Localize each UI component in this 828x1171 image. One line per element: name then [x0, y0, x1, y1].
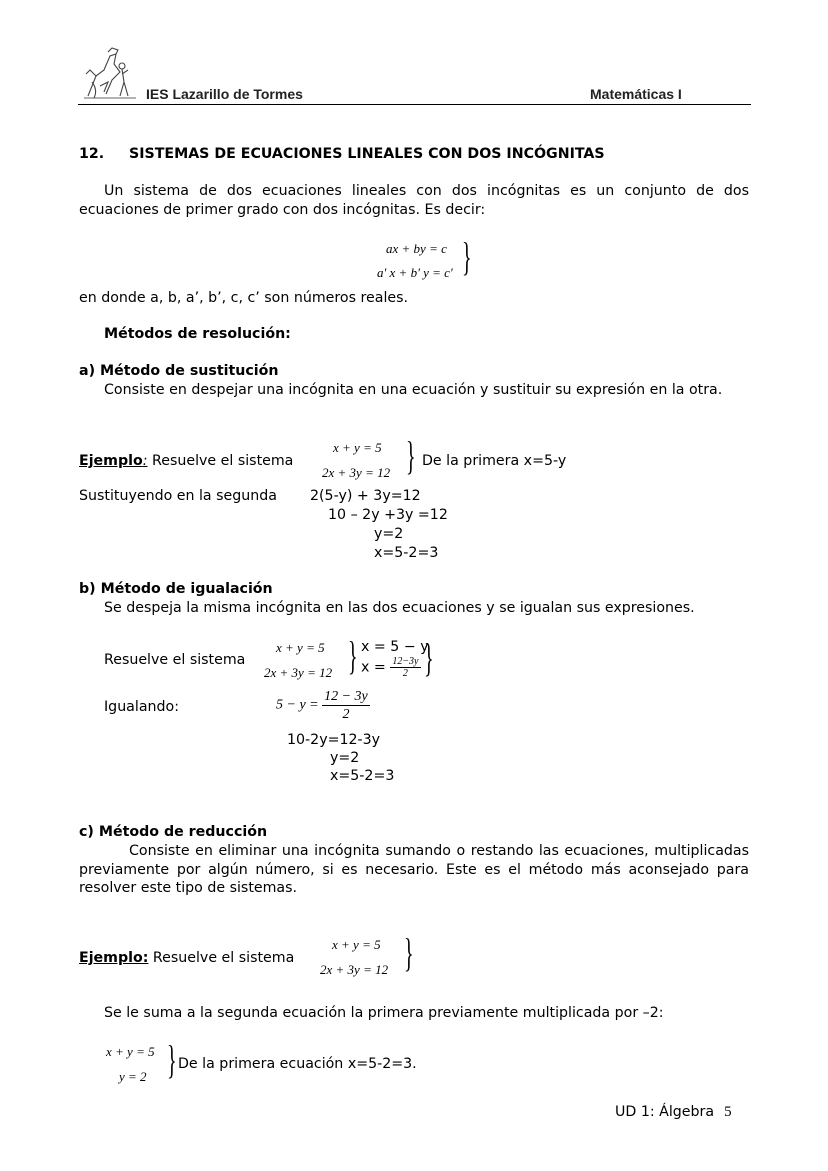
header-rule — [78, 104, 751, 105]
intro-paragraph — [79, 182, 749, 219]
equalization-step-2: y=2 — [330, 750, 360, 766]
substitution-brace: } — [406, 435, 416, 479]
equalization-sol2 — [361, 656, 421, 679]
equalization-sol1: x = 5 − y — [361, 639, 429, 655]
page-footer — [615, 1104, 732, 1121]
reduction-res1: x + y = 5 — [106, 1044, 155, 1059]
reduction-brace: } — [404, 932, 414, 976]
intro-where: en donde a, b, a’, b’, c, c’ son números reales. — [79, 290, 409, 306]
lazarillo-logo-icon — [82, 46, 142, 102]
substitution-eq1: x + y = 5 — [333, 440, 382, 455]
substitution-eq2: 2x + 3y = 12 — [322, 465, 391, 480]
equalization-eq2: 2x + 3y = 12 — [264, 665, 333, 680]
intro-text: Un sistema de dos ecuaciones lineales con dos incógnitas es un conjunto de dos ecuaciones de primer grado con dos incógnitas. Es decir: — [79, 183, 749, 218]
footer-unit: UD 1: Álgebra — [615, 1104, 715, 1120]
equalization-sol2-lhs: x = — [361, 659, 386, 676]
reduction-eq2: 2x + 3y = 12 — [320, 962, 389, 977]
footer-page-number: 5 — [724, 1104, 732, 1120]
reduction-res2: y = 2 — [119, 1069, 147, 1084]
substitution-after: De la primera x=5-y — [422, 453, 567, 469]
section-number: 12. — [79, 146, 105, 162]
substitution-step-2: 10 – 2y +3y =12 — [328, 507, 448, 523]
equalization-sol2-num: 12−3y — [392, 656, 419, 667]
equalization-text: Se despeja la misma incógnita en las dos ecuaciones y se igualan sus expresiones. — [104, 600, 695, 616]
intro-brace: } — [462, 236, 472, 280]
reduction-example-label: Ejemplo: — [79, 950, 149, 966]
equalization-heading: b) Método de igualación — [79, 581, 273, 597]
reduction-paragraph — [79, 842, 749, 898]
school-logo — [82, 46, 142, 102]
equalization-sol2-den: 2 — [402, 668, 408, 679]
reduction-example-text: Resuelve el sistema — [152, 950, 295, 966]
reduction-text: Consiste en eliminar una incógnita sumando o restando las ecuaciones, multiplicadas previamente por algún número, si es necesario. Este es el método más aconsejado para resolver este tipo de sistemas. — [79, 843, 749, 896]
section-title: SISTEMAS DE ECUACIONES LINEALES CON DOS INCÓGNITAS — [129, 146, 605, 162]
substitution-text: Consiste en despejar una incógnita en una ecuación y sustituir su expresión en la otra. — [104, 382, 723, 398]
reduction-example — [79, 949, 294, 967]
substitution-step-3: y=2 — [374, 526, 404, 542]
equating-lhs: 5 − y = — [276, 697, 319, 713]
substitution-paragraph — [79, 381, 749, 400]
intro-eq1: ax + by = c — [386, 241, 447, 256]
equalization-sol2-fraction — [390, 656, 420, 679]
substitution-example — [79, 452, 293, 470]
equating-equation — [276, 688, 370, 723]
equating-den: 2 — [342, 707, 350, 722]
substitution-heading: a) Método de sustitución — [79, 363, 279, 379]
header-school: IES Lazarillo de Tormes — [146, 86, 303, 102]
reduction-eq1: x + y = 5 — [332, 937, 381, 952]
substitution-step-4: x=5-2=3 — [374, 545, 439, 561]
example-colon: : — [142, 453, 148, 469]
substitution-step-1: 2(5-y) + 3y=12 — [310, 488, 421, 504]
equalization-system-label: Resuelve el sistema — [104, 652, 246, 668]
equalization-step-3: x=5-2=3 — [330, 768, 395, 784]
equalization-brace-2: } — [424, 637, 434, 681]
intro-eq2: a' x + b' y = c' — [377, 265, 453, 280]
substitution-label: Sustituyendo en la segunda — [79, 488, 277, 504]
equating-num: 12 − 3y — [324, 689, 368, 704]
equating-fraction — [322, 688, 370, 723]
reduction-res-brace: } — [167, 1039, 177, 1083]
methods-heading: Métodos de resolución: — [104, 326, 291, 342]
reduction-instruction: Se le suma a la segunda ecuación la primera previamente multiplicada por –2: — [104, 1005, 664, 1021]
equalization-step-1: 10-2y=12-3y — [287, 732, 381, 748]
reduction-conclusion: De la primera ecuación x=5-2=3. — [178, 1056, 417, 1072]
example-label: Ejemplo — [79, 453, 143, 469]
reduction-heading: c) Método de reducción — [79, 824, 268, 840]
equalization-eq1: x + y = 5 — [276, 640, 325, 655]
example-text: Resuelve el sistema — [152, 453, 294, 469]
equating-label: Igualando: — [104, 699, 179, 715]
equalization-brace-1: } — [348, 635, 358, 679]
header-subject: Matemáticas I — [590, 86, 682, 102]
